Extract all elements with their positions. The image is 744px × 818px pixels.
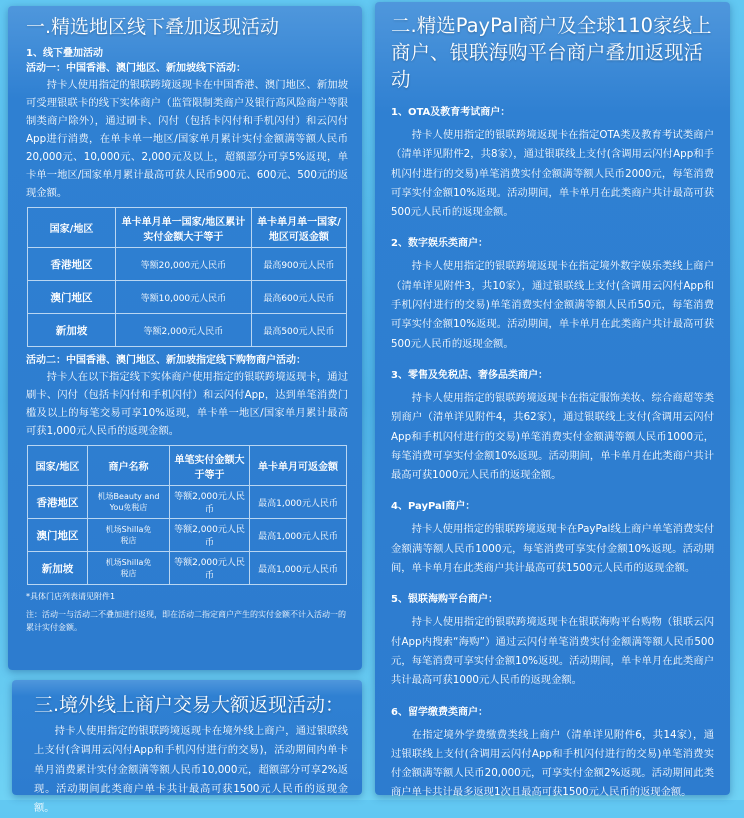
section-1-title: 一.精选地区线下叠加返现活动 — [26, 16, 280, 38]
section-1-panel — [8, 6, 362, 670]
region-cell: 香港地区 — [28, 248, 116, 281]
threshold-cell: 等额2,000元人民币 — [116, 314, 252, 347]
header-cell: 单笔实付金额大于等于 — [170, 446, 250, 486]
item-title: 5、银联海购平台商户： — [391, 594, 498, 606]
threshold-cell: 等额2,000元人民币 — [170, 519, 250, 552]
section-3-panel — [12, 680, 362, 815]
header-cell: 国家/地区 — [28, 446, 88, 486]
merchant-cell: 机场Beauty and You免税店 — [88, 486, 170, 519]
cashback-cell: 最高1,000元人民币 — [250, 519, 347, 552]
threshold-cell: 等额2,000元人民币 — [170, 486, 250, 519]
item-retail — [391, 368, 714, 485]
section-2-title: 二.精选PayPal商户及全球110家线上商户、银联海购平台商户叠加返现活动 — [391, 14, 712, 91]
cashback-cell: 最高900元人民币 — [251, 248, 346, 281]
threshold-cell: 等额10,000元人民币 — [116, 281, 252, 314]
region-cell: 新加坡 — [28, 552, 88, 585]
item-tuition — [391, 705, 714, 803]
table-header — [28, 208, 347, 248]
item-paypal — [391, 499, 714, 578]
header-cell: 国家/地区 — [28, 208, 116, 248]
section-3-title: 三.境外线上商户交易大额返现活动： — [34, 694, 345, 716]
merchant-cell: 机场Shilla免税店 — [88, 519, 170, 552]
activity-1-title: 活动一：中国香港、澳门地区、新加坡线下活动： — [26, 63, 246, 74]
item-title: 6、留学缴费类商户： — [391, 706, 488, 718]
item-ota — [391, 105, 714, 222]
threshold-cell: 等额20,000元人民币 — [116, 248, 252, 281]
region-cell: 澳门地区 — [28, 281, 116, 314]
merchant-cell: 机场Shilla免税店 — [88, 552, 170, 585]
region-cell: 香港地区 — [28, 486, 88, 519]
cashback-cell: 最高500元人民币 — [251, 314, 346, 347]
item-digital-entertainment — [391, 236, 714, 353]
table-row — [28, 519, 347, 552]
section-2-panel — [375, 2, 730, 799]
item-text: 持卡人使用指定的银联跨境返现卡在指定服饰美妆、综合商超等类别商户（清单详见附件4，共62家），通过银联线上支付(含调用云闪付App和手机闪付进行的交易)单笔消费实付金额满等额人民币1000元，每笔消费可享实付金额10%返现。活动期间，单卡单月在此类商户共计最高可获1000元人民币的返现金额。 — [391, 391, 714, 482]
cashback-cell: 最高1,000元人民币 — [250, 552, 347, 585]
section-3-text: 持卡人使用指定的银联跨境返现卡在境外线上商户，通过银联线上支付(含调用云闪付App和手机闪付进行的交易)，活动期间内单卡单月消费累计实付金额满等额人民币10,000元，超额部分可享2%返现。活动期间此类商户单卡共计最高可获1500元人民币的返现金额。 — [34, 725, 348, 815]
activity-2-title: 活动二：中国香港、澳门地区、新加坡指定线下购物商户活动： — [26, 355, 306, 366]
cashback-cell: 最高1,000元人民币 — [250, 486, 347, 519]
activity-2-text: 持卡人在以下指定线下实体商户使用指定的银联跨境返现卡，通过刷卡、闪付（包括卡闪付和手机闪付）和云闪付App，达到单笔消费门槛及以上的每笔交易可享10%返现，单卡单一地区/国家单月累计最高可获1,000元人民币的返现金额。 — [26, 371, 348, 437]
header-cell: 商户名称 — [88, 446, 170, 486]
item-title: 4、PayPal商户： — [391, 501, 476, 513]
cashback-cell: 最高600元人民币 — [251, 281, 346, 314]
activity-2-table — [27, 445, 347, 585]
item-text: 持卡人使用指定的银联跨境返现卡在指定OTA类及教育考试类商户（清单详见附件2，共8家），通过银联线上支付(含调用云闪付App和手机闪付进行的交易)单笔消费实付金额满等额人民币2000元，每笔消费可享实付金额10%返现。活动期间，单卡单月在此类商户共计最高可获500元人民币的返现金额。 — [391, 129, 714, 219]
item-title: 1、OTA及教育考试商户： — [391, 107, 511, 118]
note: 注：活动一与活动二不叠加进行返现，即在活动二指定商户产生的实付金额不计入活动一的累计实付金额。 — [26, 610, 346, 632]
table-row — [28, 314, 347, 347]
threshold-cell: 等额2,000元人民币 — [170, 552, 250, 585]
item-text: 在指定境外学费缴费类线上商户（清单详见附件6，共14家），通过银联线上支付(含调用云闪付App和手机闪付进行的交易)单笔消费实付金额满等额人民币20,000元，可享实付金额2%返现。活动期间此类商户单卡共计最多返现1次且最高可获1500元人民币的返现金额。 — [391, 728, 714, 799]
table-row — [28, 248, 347, 281]
offline-subtitle: 1、线下叠加活动 — [26, 48, 103, 59]
region-cell: 新加坡 — [28, 314, 116, 347]
activity-1-text: 持卡人使用指定的银联跨境返现卡在中国香港、澳门地区、新加坡可受理银联卡的线下实体商户（监管限制类商户及银行高风险商户等限制类商户除外），通过刷卡、闪付（包括卡闪付和手机闪付）和云闪付App进行消费，在单卡单一地区/国家单月累计实付金额满等额人民币20,000元、10,000元、2,000元及以上，超额部分可享5%返现，单卡单一地区/国家单月累计最高可获人民币900元、600元、500元的返现金额。 — [26, 79, 348, 199]
item-text: 持卡人使用指定的银联跨境返现卡在PayPal线上商户单笔消费实付金额满等额人民币1000元，每笔消费可享实付金额10%返现。活动期间，单卡单月在此类商户共计最高可获1500元人民币的返现金额。 — [391, 523, 714, 575]
item-text: 持卡人使用指定的银联跨境返现卡在银联海购平台购物（银联云闪付App内搜索“海购”）通过云闪付单笔消费实付金额满等额人民币500元，每笔消费可享实付金额10%返现。活动期间，单卡单月在此类商户共计最高可获1000元人民币的返现金额。 — [391, 616, 714, 687]
activity-1-table — [27, 207, 347, 347]
table-row — [28, 281, 347, 314]
header-cell: 单卡单月可返金额 — [250, 446, 347, 486]
item-title: 3、零售及免税店、奢侈品类商户： — [391, 369, 548, 381]
table-row — [28, 552, 347, 585]
header-cell: 单卡单月单一国家/地区可返金额 — [251, 208, 346, 248]
item-text: 持卡人使用指定的银联跨境返现卡在指定境外数字娱乐类线上商户（清单详见附件3，共10家），通过银联线上支付(含调用云闪付App和手机闪付进行的交易)单笔消费实付金额满等额人民币50元，每笔消费可享实付金额10%返现。活动期间，单卡单月在此类商户共计最高可获500元人民币的返现金额。 — [391, 260, 714, 350]
item-title: 2、数字娱乐类商户： — [391, 238, 488, 250]
region-cell: 澳门地区 — [28, 519, 88, 552]
item-haigou — [391, 592, 714, 690]
table-header — [28, 446, 347, 486]
table-row — [28, 486, 347, 519]
footnote: *具体门店列表请见附件1 — [26, 592, 116, 601]
header-cell: 单卡单月单一国家/地区累计实付金额大于等于 — [116, 208, 252, 248]
